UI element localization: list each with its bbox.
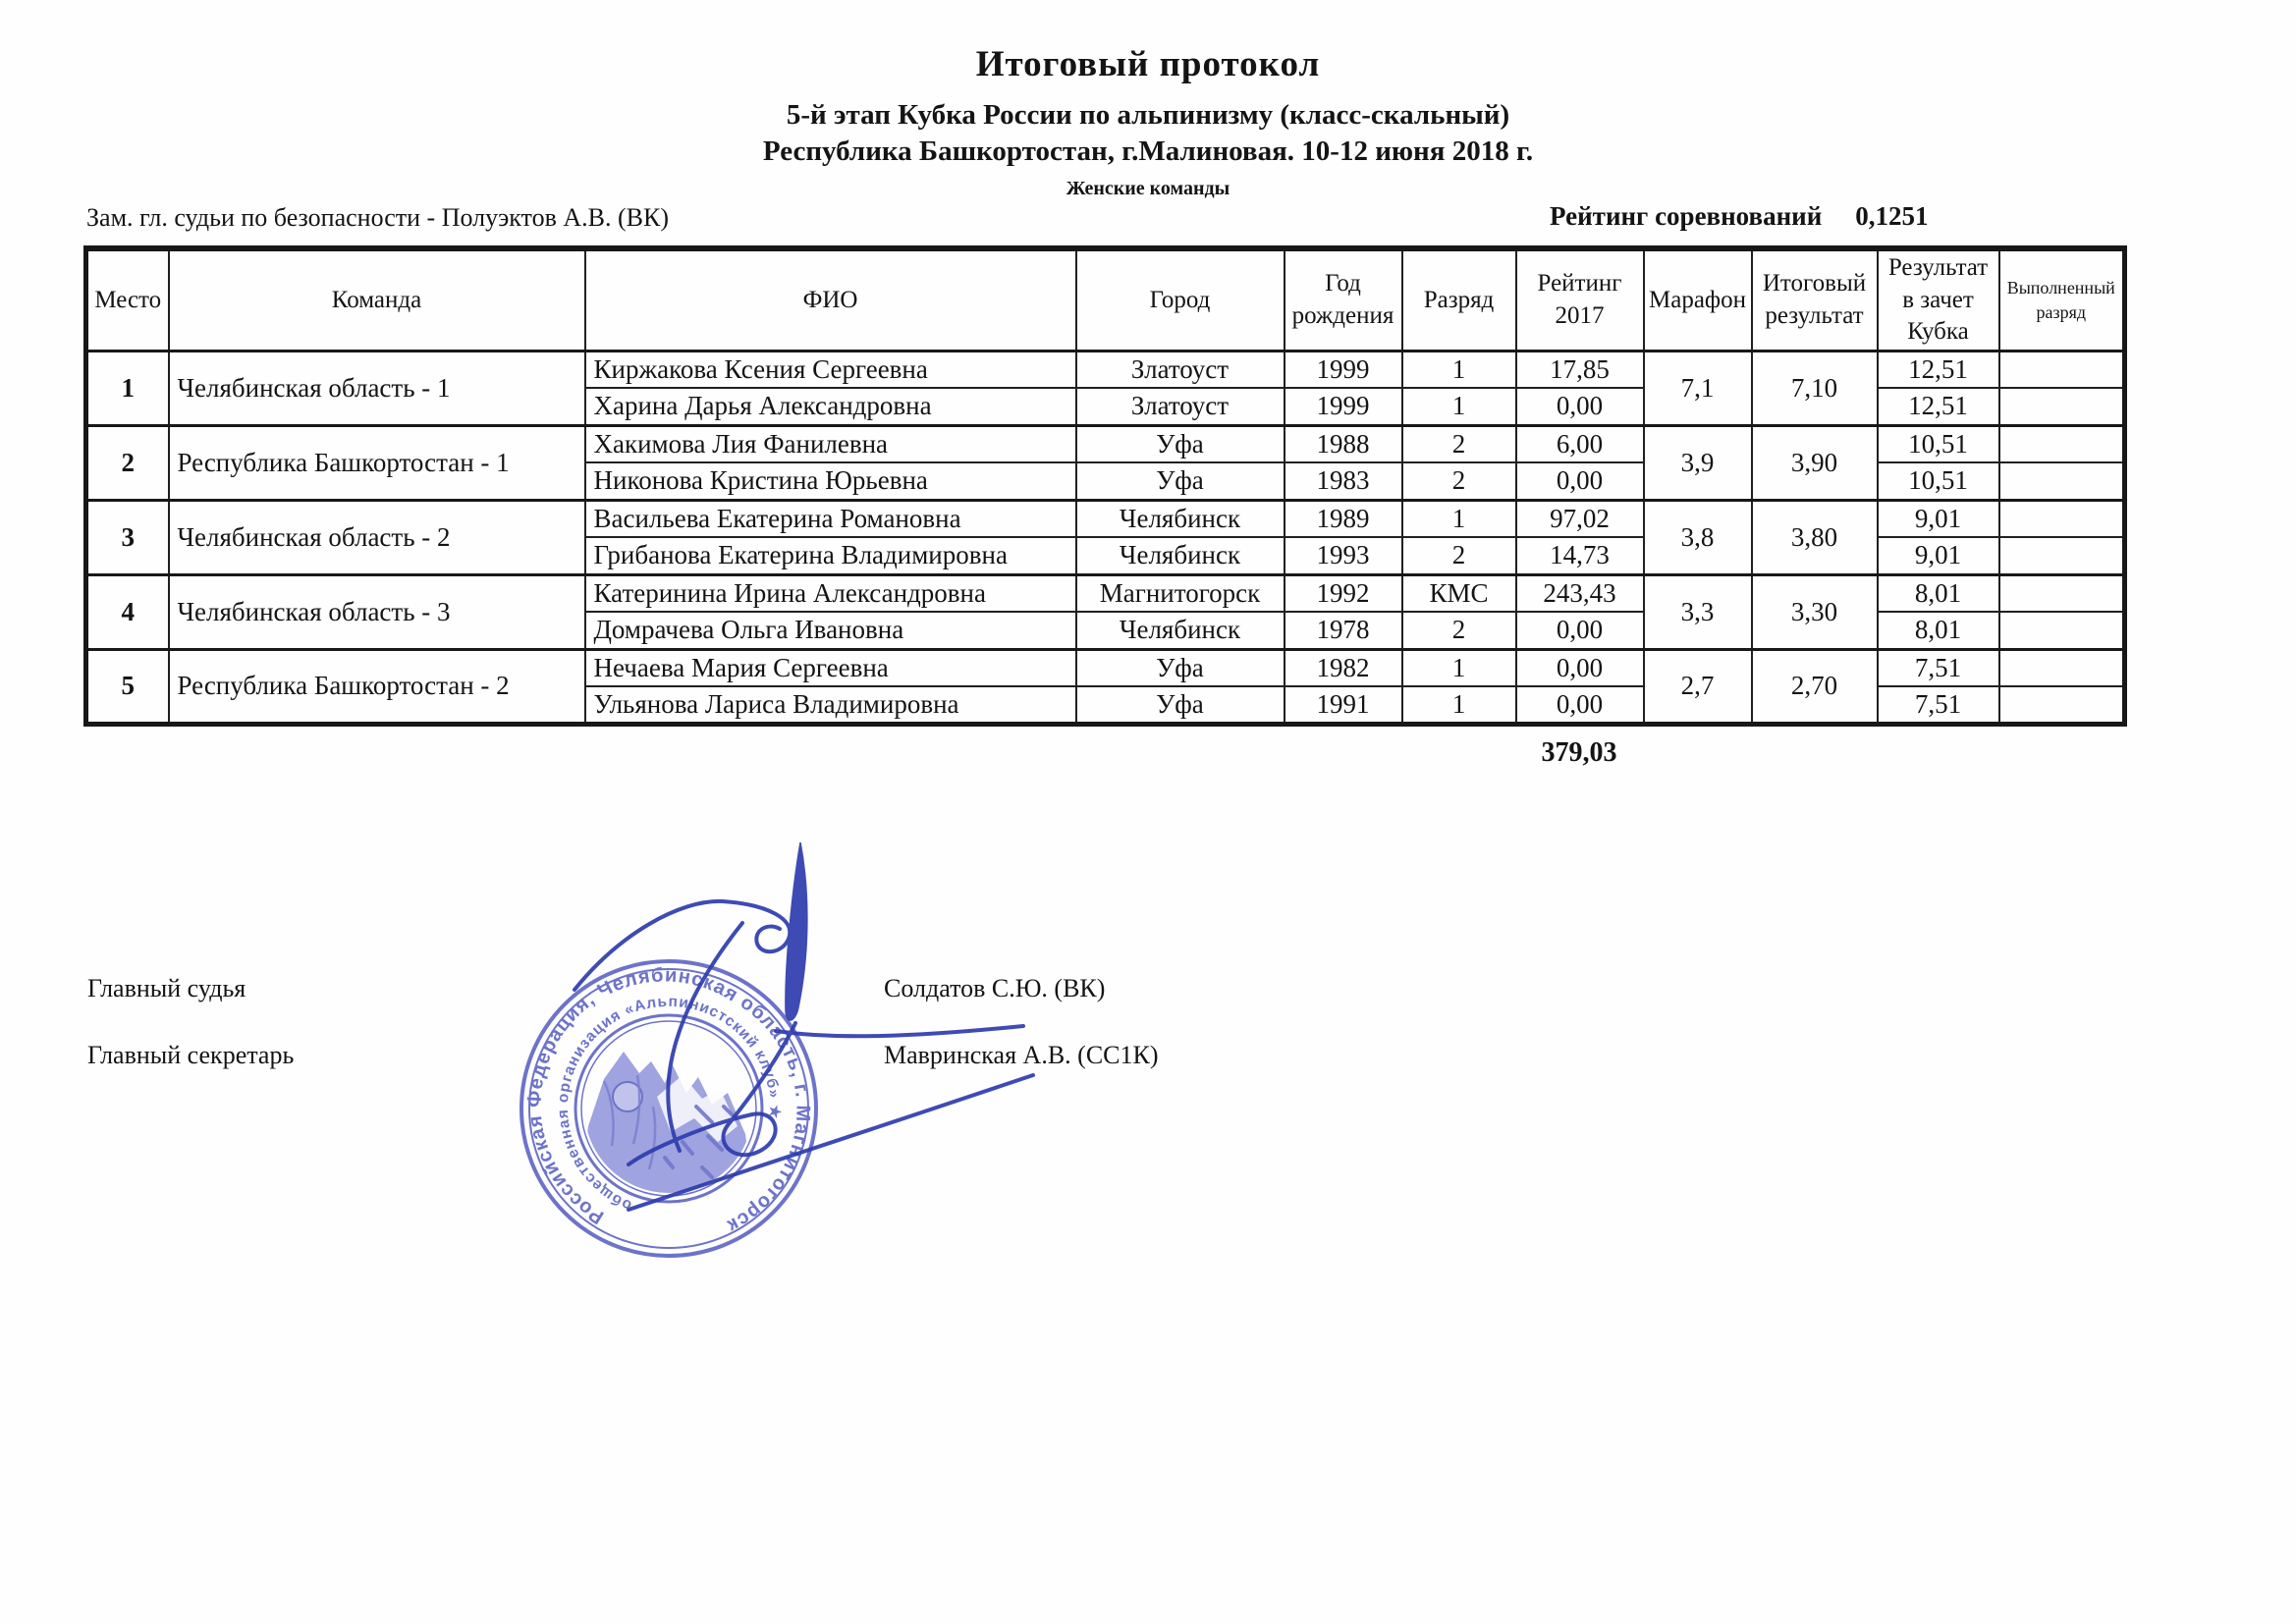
city-cell: Челябинск — [1076, 500, 1285, 537]
rank-cell: 1 — [1402, 351, 1516, 388]
rating-cell: 0,00 — [1516, 649, 1644, 686]
city-cell: Магнитогорск — [1076, 574, 1285, 612]
chief-judge-name: Солдатов С.Ю. (ВК) — [884, 974, 1106, 1002]
rating-cell: 0,00 — [1516, 686, 1644, 724]
cup-result-cell: 8,01 — [1878, 612, 1999, 649]
table-row — [86, 649, 2125, 686]
place-cell: 1 — [86, 351, 169, 425]
judge-signature — [471, 825, 1080, 1237]
name-cell: Никонова Кристина Юрьевна — [585, 462, 1076, 500]
earned-rank-cell — [1999, 500, 2125, 537]
rating-cell: 0,00 — [1516, 388, 1644, 425]
rank-cell: 1 — [1402, 649, 1516, 686]
rank-cell: 1 — [1402, 686, 1516, 724]
marathon-cell: 3,8 — [1644, 500, 1752, 574]
earned-rank-cell — [1999, 537, 2125, 574]
city-cell: Челябинск — [1076, 537, 1285, 574]
rating-cell: 14,73 — [1516, 537, 1644, 574]
year-cell: 1988 — [1285, 425, 1402, 462]
competition-rating-label: Рейтинг соревнований — [1550, 201, 1823, 231]
col-header-final-result: Итоговый результат — [1752, 248, 1878, 351]
final-result-cell: 3,90 — [1752, 425, 1878, 500]
year-cell: 1989 — [1285, 500, 1402, 537]
rank-cell: 2 — [1402, 537, 1516, 574]
table-row — [86, 351, 2125, 388]
stamp-outer-text: Российская Федерация, Челябинская область, г. Магнитогорск — [523, 964, 814, 1237]
cup-result-cell: 12,51 — [1878, 351, 1999, 388]
name-cell: Хакимова Лия Фанилевна — [585, 425, 1076, 462]
rating-cell: 0,00 — [1516, 462, 1644, 500]
place-cell: 3 — [86, 500, 169, 574]
place-cell: 4 — [86, 574, 169, 649]
earned-rank-cell — [1999, 388, 2125, 425]
table-row — [86, 425, 2125, 462]
cup-result-cell: 10,51 — [1878, 462, 1999, 500]
subtitle-location-date: Республика Башкортостан, г.Малиновая. 10-12 июня 2018 г. — [762, 135, 1534, 167]
year-cell: 1999 — [1285, 388, 1402, 425]
col-header-cup-result: Результат в зачет Кубка — [1878, 248, 1999, 351]
name-cell: Киржакова Ксения Сергеевна — [585, 351, 1076, 388]
rank-cell: 2 — [1402, 425, 1516, 462]
year-cell: 1983 — [1285, 462, 1402, 500]
city-cell: Челябинск — [1076, 612, 1285, 649]
marathon-cell: 7,1 — [1644, 351, 1752, 425]
competition-rating-value: 0,1251 — [1855, 201, 1929, 231]
col-header-earned-rank: Выполненный разряд — [1999, 248, 2125, 351]
table-row — [86, 500, 2125, 537]
final-result-cell: 2,70 — [1752, 649, 1878, 724]
rating-cell: 97,02 — [1516, 500, 1644, 537]
col-header-name: ФИО — [585, 248, 1076, 351]
name-cell: Домрачева Ольга Ивановна — [585, 612, 1076, 649]
year-cell: 1978 — [1285, 612, 1402, 649]
city-cell: Уфа — [1076, 462, 1285, 500]
name-cell: Васильева Екатерина Романовна — [585, 500, 1076, 537]
city-cell: Уфа — [1076, 425, 1285, 462]
city-cell: Уфа — [1076, 686, 1285, 724]
earned-rank-cell — [1999, 612, 2125, 649]
place-cell: 2 — [86, 425, 169, 500]
team-cell: Челябинская область - 3 — [169, 574, 585, 649]
cup-result-cell: 7,51 — [1878, 649, 1999, 686]
rating-cell: 6,00 — [1516, 425, 1644, 462]
name-cell: Катеринина Ирина Александровна — [585, 574, 1076, 612]
cup-result-cell: 8,01 — [1878, 574, 1999, 612]
earned-rank-cell — [1999, 425, 2125, 462]
name-cell: Харина Дарья Александровна — [585, 388, 1076, 425]
chief-secretary-label: Главный секретарь — [87, 1041, 295, 1069]
place-cell: 5 — [86, 649, 169, 724]
col-header-marathon: Марафон — [1644, 248, 1752, 351]
city-cell: Златоуст — [1076, 351, 1285, 388]
cup-result-cell: 7,51 — [1878, 686, 1999, 724]
cup-result-cell: 10,51 — [1878, 425, 1999, 462]
final-result-cell: 3,80 — [1752, 500, 1878, 574]
earned-rank-cell — [1999, 686, 2125, 724]
team-cell: Челябинская область - 2 — [169, 500, 585, 574]
year-cell: 1991 — [1285, 686, 1402, 724]
table-row — [86, 574, 2125, 612]
chief-secretary-name: Мавринская А.В. (СС1К) — [884, 1041, 1159, 1069]
final-result-cell: 7,10 — [1752, 351, 1878, 425]
earned-rank-cell — [1999, 649, 2125, 686]
team-cell: Республика Башкортостан - 2 — [169, 649, 585, 724]
rank-cell: 1 — [1402, 388, 1516, 425]
marathon-cell: 2,7 — [1644, 649, 1752, 724]
chief-judge-label: Главный судья — [87, 974, 246, 1002]
team-cell: Челябинская область - 1 — [169, 351, 585, 425]
final-result-cell: 3,30 — [1752, 574, 1878, 649]
rank-cell: 2 — [1402, 612, 1516, 649]
rating-cell: 17,85 — [1516, 351, 1644, 388]
col-header-place: Место — [86, 248, 169, 351]
rank-cell: КМС — [1402, 574, 1516, 612]
rank-cell: 1 — [1402, 500, 1516, 537]
earned-rank-cell — [1999, 462, 2125, 500]
col-header-team: Команда — [169, 248, 585, 351]
subtitle-event: 5-й этап Кубка России по альпинизму (класс-скальный) — [786, 99, 1510, 131]
name-cell: Грибанова Екатерина Владимировна — [585, 537, 1076, 574]
cup-result-cell: 9,01 — [1878, 500, 1999, 537]
safety-judge-line: Зам. гл. судьи по безопасности - Полуэктов А.В. (ВК) — [86, 203, 669, 232]
competition-rating — [1550, 201, 1929, 232]
marathon-cell: 3,9 — [1644, 425, 1752, 500]
stamp-inner-text: общественная организация «Альпинистский клуб» ★ — [554, 993, 784, 1215]
rating-cell: 243,43 — [1516, 574, 1644, 612]
results-table — [83, 245, 2127, 727]
rating-cell: 0,00 — [1516, 612, 1644, 649]
name-cell: Ульянова Лариса Владимировна — [585, 686, 1076, 724]
city-cell: Златоуст — [1076, 388, 1285, 425]
table-header-row — [86, 248, 2125, 351]
category-label: Женские команды — [1066, 178, 1230, 199]
city-cell: Уфа — [1076, 649, 1285, 686]
year-cell: 1982 — [1285, 649, 1402, 686]
page-title: Итоговый протокол — [975, 44, 1321, 84]
cup-result-cell: 12,51 — [1878, 388, 1999, 425]
earned-rank-cell — [1999, 574, 2125, 612]
col-header-rating-2017: Рейтинг 2017 — [1516, 248, 1644, 351]
cup-result-cell: 9,01 — [1878, 537, 1999, 574]
year-cell: 1999 — [1285, 351, 1402, 388]
name-cell: Нечаева Мария Сергеевна — [585, 649, 1076, 686]
year-cell: 1993 — [1285, 537, 1402, 574]
rating-2017-total: 379,03 — [1541, 737, 1617, 768]
col-header-rank: Разряд — [1402, 248, 1516, 351]
team-cell: Республика Башкортостан - 1 — [169, 425, 585, 500]
col-header-city: Город — [1076, 248, 1285, 351]
rank-cell: 2 — [1402, 462, 1516, 500]
col-header-birth-year: Год рождения — [1285, 248, 1402, 351]
earned-rank-cell — [1999, 351, 2125, 388]
marathon-cell: 3,3 — [1644, 574, 1752, 649]
year-cell: 1992 — [1285, 574, 1402, 612]
